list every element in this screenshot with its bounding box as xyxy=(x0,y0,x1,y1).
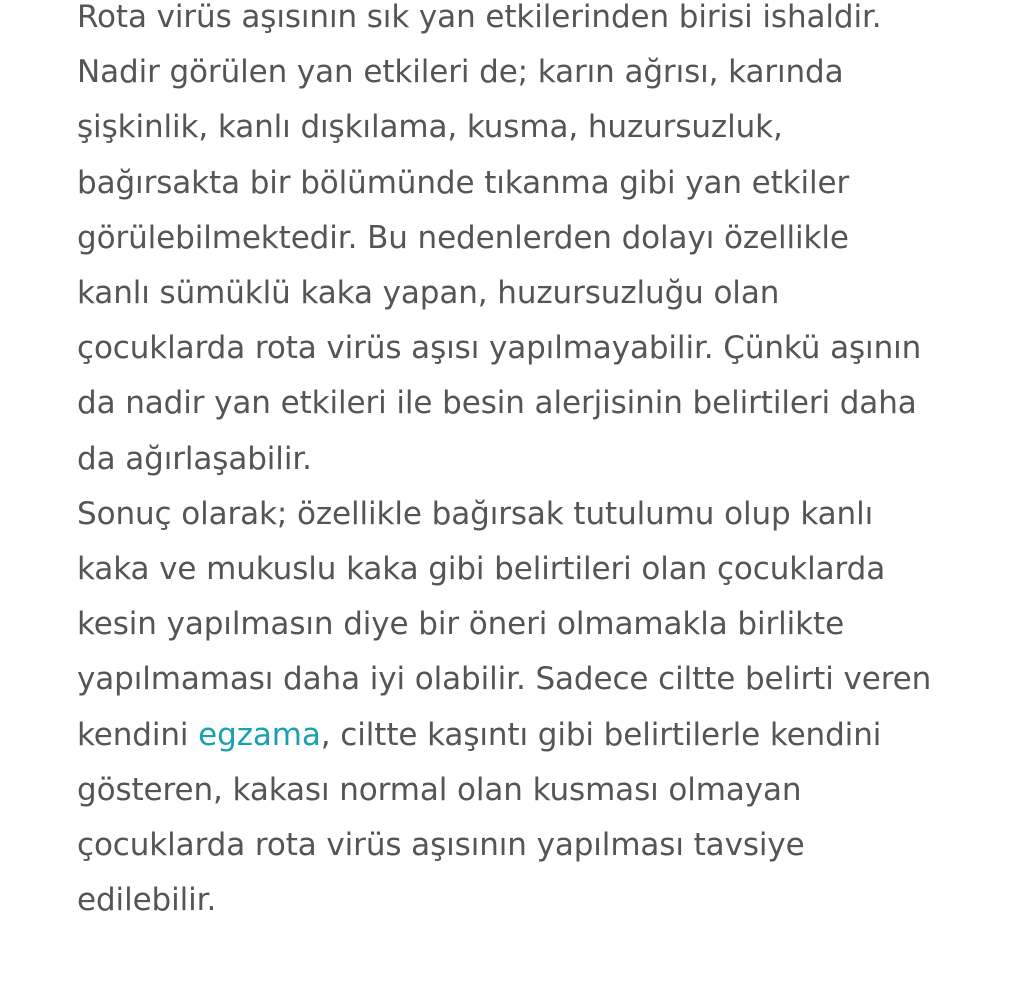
paragraph-conclusion xyxy=(77,487,977,929)
text-line: edilebilir. xyxy=(77,882,217,919)
link-line-suffix: , ciltte kaşıntı gibi belirtilerle kendini xyxy=(320,716,882,753)
text-line: şişkinlik, kanlı dışkılama, kusma, huzursuzluk, xyxy=(77,109,783,146)
text-line: kesin yapılmasın diye bir öneri olmamakla birlikte xyxy=(77,606,845,643)
text-line: kaka ve mukuslu kaka gibi belirtileri olan çocuklarda xyxy=(77,551,886,588)
article-body xyxy=(77,0,977,928)
egzama-link[interactable]: egzama xyxy=(198,716,321,753)
paragraph-side-effects xyxy=(77,0,977,487)
text-line: kanlı sümüklü kaka yapan, huzursuzluğu olan xyxy=(77,275,780,312)
text-line: görülebilmektedir. Bu nedenlerden dolayı özellikle xyxy=(77,219,849,256)
link-line-prefix: kendini xyxy=(77,716,199,753)
text-line: da nadir yan etkileri ile besin alerjisinin belirtileri daha xyxy=(77,385,917,422)
text-line-with-link xyxy=(77,708,977,763)
text-line: bağırsakta bir bölümünde tıkanma gibi yan etkiler xyxy=(77,164,850,201)
text-line: çocuklarda rota virüs aşısının yapılması tavsiye xyxy=(77,827,805,864)
text-line: Rota virüs aşısının sık yan etkilerinden birisi ishaldir. xyxy=(77,0,882,35)
text-line: gösteren, kakası normal olan kusması olmayan xyxy=(77,771,802,808)
text-line: Sonuç olarak; özellikle bağırsak tutulumu olup kanlı xyxy=(77,495,874,532)
text-line: Nadir görülen yan etkileri de; karın ağrısı, karında xyxy=(77,54,844,91)
text-line: yapılmaması daha iyi olabilir. Sadece ciltte belirti veren xyxy=(77,661,932,698)
text-line: da ağırlaşabilir. xyxy=(77,440,312,477)
text-line: çocuklarda rota virüs aşısı yapılmayabilir. Çünkü aşının xyxy=(77,330,922,367)
